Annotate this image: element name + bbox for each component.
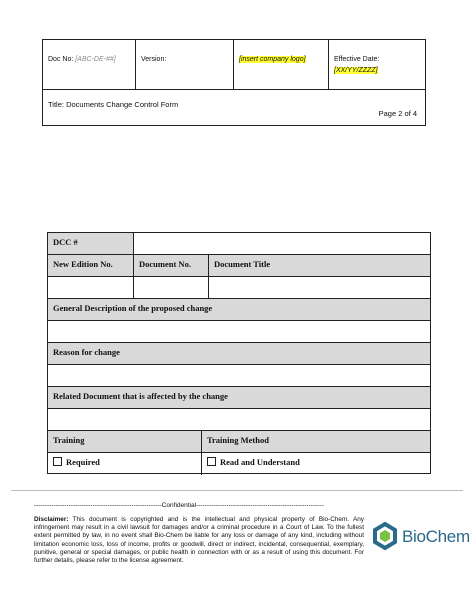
effective-date-cell <box>329 40 427 89</box>
header-top-row <box>43 40 425 90</box>
required-option <box>48 453 202 475</box>
version-cell <box>136 40 234 89</box>
new-edition-label: New Edition No. <box>53 259 113 269</box>
read-understand-option <box>202 453 432 475</box>
document-entry-row <box>48 277 430 299</box>
document-title-header <box>209 255 432 276</box>
title-label: Title: <box>48 100 67 109</box>
doc-no-cell <box>43 40 136 89</box>
document-no-input[interactable] <box>134 277 209 298</box>
document-title-input[interactable] <box>209 277 432 298</box>
dcc-row <box>48 233 430 255</box>
disclaimer-label: Disclaimer: <box>34 516 69 523</box>
read-understand-label: Read and Understand <box>220 457 300 467</box>
training-header-row <box>48 431 430 453</box>
related-document-input[interactable] <box>48 409 430 431</box>
related-document-label: Related Document that is affected by the change <box>53 391 228 401</box>
required-label: Required <box>66 457 100 467</box>
training-method-header <box>202 431 432 452</box>
new-edition-header <box>48 255 134 276</box>
training-label: Training <box>53 435 85 445</box>
document-header <box>42 39 426 126</box>
disclaimer <box>34 516 364 565</box>
read-understand-checkbox[interactable] <box>207 457 216 466</box>
document-no-header <box>134 255 209 276</box>
logo-cell <box>234 40 329 89</box>
page-number: Page 2 of 4 <box>378 109 417 118</box>
related-document-header <box>48 387 430 409</box>
effective-date-value: [XX/YY/ZZZZ] <box>334 67 378 74</box>
training-header <box>48 431 202 452</box>
general-description-header <box>48 299 430 321</box>
document-title <box>48 100 178 109</box>
required-checkbox[interactable] <box>53 457 62 466</box>
reason-input[interactable] <box>48 365 430 387</box>
doc-no-label: Doc No: <box>48 56 76 63</box>
dcc-label-cell <box>48 233 134 254</box>
new-edition-input[interactable] <box>48 277 134 298</box>
training-options-row <box>48 453 430 475</box>
general-description-label: General Description of the proposed change <box>53 303 213 313</box>
footer-divider <box>11 490 463 491</box>
reason-label: Reason for change <box>53 347 120 357</box>
document-title-label: Document Title <box>214 259 271 269</box>
document-header-row <box>48 255 430 277</box>
dcc-label: DCC # <box>53 237 78 247</box>
reason-header <box>48 343 430 365</box>
disclaimer-text: This document is copyrighted and is the intellectual and physical property of Bio-Chem. Any infringement may result in a civil lawsuit for damages and/or a criminal procedure in a Court of Law. To the fullest extent permitted by law, in no event shall Bio-Chem be liable for any loss or damage of any kind, including without limitation economic loss, loss of income, profits or goodwill, direct or indirect, incidental, consequential, exemplary, punitive, general or special damages, or public health in connection with or as a result of using this document. For further details, please refer to the license agreement. <box>34 516 364 565</box>
company-logo-placeholder: [insert company logo] <box>239 56 306 63</box>
biochem-logo-text: BioChem <box>402 527 470 546</box>
change-control-table <box>47 232 431 474</box>
training-method-label: Training Method <box>207 435 269 445</box>
effective-date-label: Effective Date: <box>334 56 380 63</box>
dcc-input-cell[interactable] <box>134 233 432 254</box>
document-no-label: Document No. <box>139 259 191 269</box>
confidential-line: -----------------------------------------------------------Confidential----------------------------------------------------------- <box>34 502 324 509</box>
general-description-input[interactable] <box>48 321 430 343</box>
version-label: Version: <box>141 56 167 63</box>
doc-no-value: [ABC-DE-##] <box>75 56 116 63</box>
title-value: Documents Change Control Form <box>66 100 179 109</box>
